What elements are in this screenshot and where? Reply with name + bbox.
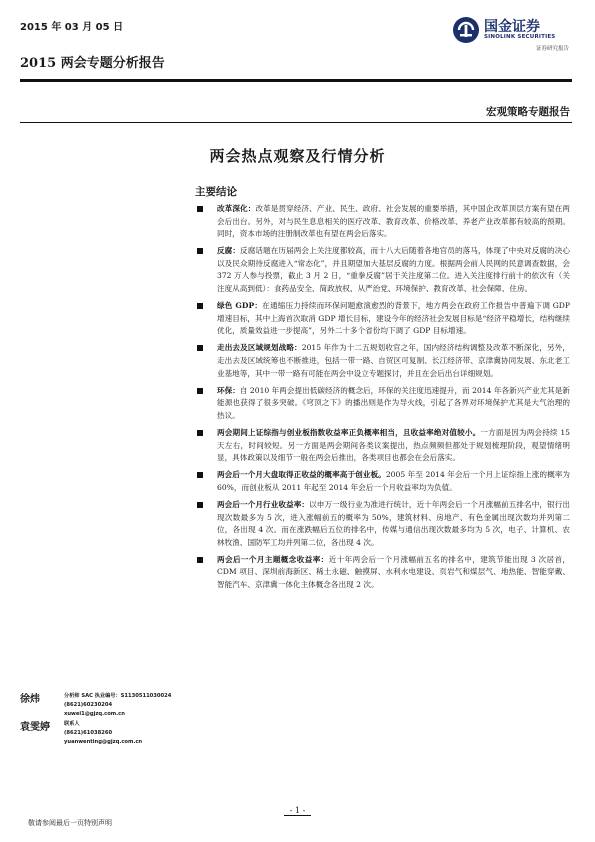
category-divider (20, 122, 572, 123)
point-keyword: 走出去及区域规划战略： (217, 343, 302, 353)
point-text: 2015 年作为十二五规划收官之年，国内经济结构调整及改革不断深化，另外，走出去及区域统筹也不断推进，包括一带一路、自贸区可复制、长江经济带、京津冀协同发展、东北老工业基地等，其中一带一路有可能在两会中设立专题探讨，并且在会后出台详细规划。 (217, 343, 570, 378)
page-title: 两会热点观察及行情分析 (209, 147, 386, 165)
point-text: 近十年两会后一个月涨幅前五名的排名中，建筑节能出现 3 次居首，CDM 项目、深圳前海新区、稀土永磁、触摸屏、水利水电建设、页岩气和煤层气、地热能、智能穿戴、智能汽车、京津冀一体化主体概念各出现 2 次。 (217, 554, 571, 590)
point-keyword: 绿色 GDP： (217, 301, 263, 311)
point-keyword: 两会后一个月主题概念收益率： (217, 554, 329, 564)
square-bullet-icon (197, 388, 203, 394)
section-title: 主要结论 (195, 186, 237, 198)
point-text: 反腐话题在历届两会上关注度都较高，而十八大后随着各地官员的落马，体现了中央对反腐的决心以及民众期待反腐进入“常态化”，并且期望加大基层反腐的力度。根据两会前人民网的民意调查数据，会 372 万人参与投票，截止 3 月 2 日，“重拳反腐”居于关注度第二位。进入关注度排行前十的依次有（关注度从高到低）：食药品安全、简政放权、从严治党、环境保护、教育改革、社会保障、住房。 (217, 246, 570, 294)
report-subtitle: 证券研究报告 (536, 46, 570, 52)
broker-logo (452, 14, 577, 58)
analyst-email[interactable]: xuwei1@gjzq.com.cn (64, 711, 125, 717)
point-text: 自 2010 年两会提出低碳经济的概念后，环保的关注度迅速提升，而 2014 年各新兴产业尤其是新能源也获得了很多突破。《穹顶之下》的播出则是作为导火线，引起了各界对环境保护尤其是大气治理的热议。 (217, 385, 571, 420)
analyst-phone: (8621)61038260 (64, 730, 113, 736)
list-item (195, 469, 570, 494)
point-keyword: 两会后一个月大盘取得正收益的概率高于创业板。 (217, 470, 386, 480)
sinolink-logo-icon (452, 16, 480, 44)
page-number-text: - 1 - (284, 806, 312, 816)
analyst-role: 分析师 SAC 执业编号：S1130511030024 (64, 693, 172, 699)
square-bullet-icon (197, 502, 203, 508)
analyst-email[interactable]: yuanwenting@gjzq.com.cn (64, 739, 143, 745)
report-date: 2015 年 03 月 05 日 (20, 22, 124, 33)
analyst-role: 联系人 (64, 721, 80, 727)
report-type-title: 2015 两会专题分析报告 (20, 56, 165, 71)
list-item (195, 300, 570, 338)
point-text: 2005 年至 2014 年会后一个月上证综指上涨的概率为 60%，而创业板从 2011 年起至 2014 年会后一个月收益率均为负值。 (217, 470, 571, 492)
broker-name-cn: 国金证券 (484, 19, 540, 35)
list-item (195, 342, 570, 380)
header-divider (20, 79, 572, 82)
list-item (195, 385, 570, 423)
analyst-card (20, 690, 190, 720)
footer-disclaimer: 敬请参阅最后一页特别声明 (28, 819, 112, 827)
square-bullet-icon (197, 430, 203, 436)
list-item (195, 499, 570, 549)
square-bullet-icon (197, 472, 203, 478)
square-bullet-icon (197, 206, 203, 212)
broker-name-en: SINOLINK SECURITIES (484, 34, 556, 40)
list-item (195, 203, 570, 241)
analyst-name: 徐炜 (20, 694, 40, 705)
analyst-phone: (8621)60230204 (64, 702, 113, 708)
square-bullet-icon (197, 557, 203, 563)
square-bullet-icon (197, 303, 203, 309)
list-item (195, 554, 570, 592)
point-keyword: 反腐： (217, 246, 241, 256)
point-text: 一方面是因为两会持续 15 天左右，时间较短。另一方面是两会期间各类议案提出，热点频频但都处于规划梳理阶段，观望情绪明显，具体政策以及细节一般在两会后推出，各类项目也都会在会后落实。 (217, 428, 571, 463)
point-keyword: 两会期间上证综指与创业板指数收益率正负概率相当，且收益率绝对值较小。 (217, 428, 481, 437)
point-keyword: 两会后一个月行业收益率： (217, 499, 310, 509)
point-text: 以申万一级行业为准进行统计，近十年两会后一个月涨幅前五排名中，银行出现次数最多为 5 次，进入涨幅前五的概率为 50%，建筑材料、房地产、有色金属出现次数均并列第二位，各出现 4 次。而在涨跌幅后五位的排名中，传媒与通信出现次数最多均为 5 次，电子、计算机、农林牧渔、国防军工均并列第二位，各出现 4 次。 (217, 499, 570, 547)
page-number (0, 806, 595, 816)
point-keyword: 环保： (217, 385, 240, 395)
list-item (195, 427, 570, 465)
point-text: 改革是贯穿经济、产业、民生、政府、社会发展的重要举措，其中国企改革顶层方案有望在两会后出台。另外，对与民生息息相关的医疗改革、教育改革、价格改革、养老产业改革都有较高的预期。同时，资本市场的注册制改革也有望在两会后落实。 (217, 204, 571, 239)
key-conclusions-list (195, 203, 570, 596)
point-keyword: 改革深化： (217, 204, 256, 213)
report-category: 宏观策略专题报告 (486, 106, 570, 118)
contact-card (20, 718, 190, 748)
list-item (195, 245, 570, 295)
point-text: 在通缩压力持续而环保问题愈演愈烈的背景下，地方两会在政府工作报告中普遍下调 GDP 增速目标，其中上海首次取消 GDP 增长目标，建设今年的经济社会发展目标是“经济平稳增长，结构继续优化，质量效益进一步提高”，另外二十多个省份均下调了 GDP 目标增速。 (217, 301, 570, 336)
analyst-name: 袁雯婷 (20, 722, 50, 733)
square-bullet-icon (197, 248, 203, 254)
square-bullet-icon (197, 345, 203, 351)
